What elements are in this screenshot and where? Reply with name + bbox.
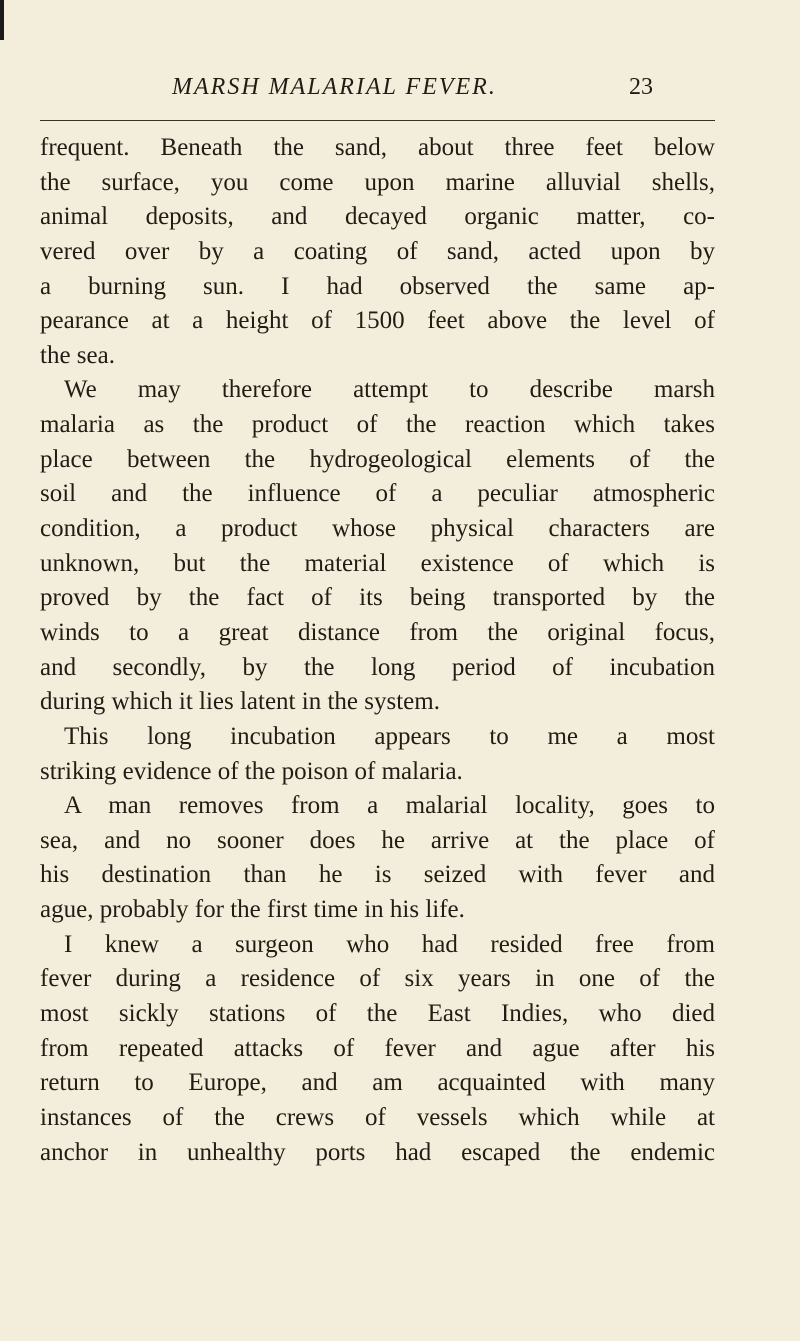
text-line: This long incubation appears to me a most bbox=[64, 722, 715, 750]
text-line: a burning sun. I had observed the same ap- bbox=[40, 272, 715, 300]
text-line: fever during a residence of six years in one of the bbox=[40, 965, 715, 993]
text-line: soil and the influence of a peculiar atmospheric bbox=[40, 480, 715, 508]
text-line: proved by the fact of its being transported by the bbox=[40, 584, 715, 612]
text-line: We may therefore attempt to describe marsh bbox=[64, 376, 715, 404]
text-line: during which it lies latent in the system. bbox=[40, 688, 440, 716]
text-line: instances of the crews of vessels which while at bbox=[40, 1103, 715, 1131]
text-line: the surface, you come upon marine alluvial shells, bbox=[40, 168, 715, 196]
text-line: and secondly, by the long period of incubation bbox=[40, 653, 715, 681]
text-line: unknown, but the material existence of which is bbox=[40, 549, 715, 577]
page-edge bbox=[0, 0, 4, 40]
page-number: 23 bbox=[629, 74, 653, 100]
text-line: pearance at a height of 1500 feet above the level of bbox=[40, 307, 715, 335]
header-rule bbox=[40, 120, 715, 121]
text-line: his destination than he is seized with fever and bbox=[40, 861, 715, 889]
text-line: anchor in unhealthy ports had escaped the endemic bbox=[40, 1138, 715, 1166]
text-line: condition, a product whose physical characters are bbox=[40, 515, 715, 543]
text-line: vered over by a coating of sand, acted upon by bbox=[40, 237, 715, 265]
text-line: the sea. bbox=[40, 341, 115, 369]
text-line: I knew a surgeon who had resided free from bbox=[64, 930, 715, 958]
running-title: MARSH MALARIAL FEVER. bbox=[172, 74, 497, 100]
text-line: from repeated attacks of fever and ague after his bbox=[40, 1034, 715, 1062]
text-line: return to Europe, and am acquainted with many bbox=[40, 1069, 715, 1097]
text-line: ague, probably for the first time in his life. bbox=[40, 896, 465, 924]
text-line: winds to a great distance from the original focus, bbox=[40, 618, 715, 646]
running-header bbox=[172, 74, 672, 114]
text-line: most sickly stations of the East Indies, who died bbox=[40, 1000, 715, 1028]
text-line: A man removes from a malarial locality, goes to bbox=[64, 792, 715, 820]
text-line: frequent. Beneath the sand, about three feet below bbox=[40, 134, 715, 161]
body-text bbox=[40, 131, 715, 1170]
text-line: sea, and no sooner does he arrive at the place of bbox=[40, 826, 715, 854]
text-line: place between the hydrogeological elements of the bbox=[40, 445, 715, 473]
text-line: striking evidence of the poison of malaria. bbox=[40, 757, 463, 785]
text-line: animal deposits, and decayed organic matter, co- bbox=[40, 203, 715, 231]
text-line: malaria as the product of the reaction which takes bbox=[40, 411, 715, 439]
